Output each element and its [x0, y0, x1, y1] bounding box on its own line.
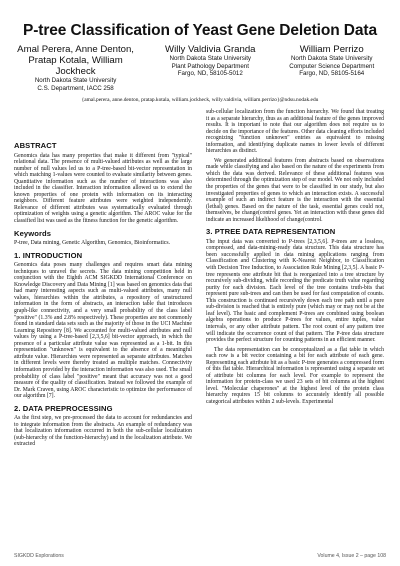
author-names: William Perrizo — [299, 44, 364, 55]
author-names: Pratap Kotala, William Jockheck — [28, 55, 123, 77]
author-affiliation: Computer Science Department — [289, 62, 375, 70]
author-affiliation: Plant Pathology Department — [171, 62, 249, 70]
author-group-3 — [273, 44, 390, 92]
author-affiliation: North Dakota State University — [169, 55, 252, 62]
author-group-1 — [10, 44, 141, 92]
body-paragraph: The input data was converted to P-trees [2,3,5,6]. P-trees are a lossless, compressed, and data-mining-ready data structure. This data structure has been successfully applied in data mining applications ranging from Classification and Clustering with K-Nearest Neighbor, to Classification with Decision Tree Induction, to Association Rule Mining [2,3,5]. A basic P-tree represents one attribute bit that is reorganized into a tree structure by recursively sub-dividing, while recording the predicate truth value regarding purity for each division. Each level of the tree contains truth-bits that represent pure sub-trees and can then be used for fast computation of counts. This construction is continued recursively down each tree path until a pure sub-division is reached that is entirely pure (which may or may not be at the leaf level). The basic and complement P-trees are combined using boolean algebra operations to produce P-trees for values, entire tuples, value intervals, or any other attribute pattern. The root count of any pattern tree will indicate the occurrence count of that pattern. The P-tree data structure provides the perfect structure for counting patterns in an efficient manner. — [206, 238, 384, 344]
body-paragraph: We generated additional features from abstracts based on observations made while classifying and also based on the nature of the experiments from which the data was derived. Relevance of these additional features was determined through the optimization step of our model. We not only included the properties of the genes that were to be classified in our study, but also investigated properties of genes to which an interaction exists. A successful example of such an indirect feature is the interaction with the essential (lethal) genes. Based on the nature of the task, essential genes could not, themselves, be change(control genes. Yet an interaction with these genes did indicate an increased likelihood of change(control. — [206, 157, 384, 223]
author-affiliation: Fargo, ND, 58105-5164 — [299, 70, 365, 78]
introduction-text: Genomics data poses many challenges and requires smart data mining techniques to unravel the secrets. The data mining competition held in conjunction with the Eighth ACM SIGKDD International Conference on Knowledge Discovery and Data Mining [1] was based on genomics data that had many interesting aspects such as multi-valued attributes, many null values, hierarchies within the attributes, a repository of unstructured information in the form of abstracts, an interaction table that introduces graph-like connectivity, and a very small probability of the class label "positive" (1.3% and 2.8% respectively). These properties are not commonly found in standard data sets such as the majority of those in the UCI Machine Learning Repository [8]. We accounted for multi-valued attributes and null values by using a P-tree-based [2,3,5,6] bit-vector approach, in which the presence of a particular attribute value was represented as a 1-bit. In this representation "unknown" is equivalent to the absence of a meaningful attribute value. Hierarchies were represented as separate attributes. Matches in different levels were thereby treated as multiple matches. Connectivity information provided by the interaction information was also used. The small probability of class label "positive" meant that accuracy was not a good measure of the quality of classification. Instead we followed the example of Dr. Mark Craven, using AROC characteristic to optimize the performance of our algorithm [7]. — [14, 262, 192, 400]
paper-title: P-tree Classification of Yeast Gene Deletion Data — [22, 22, 377, 39]
body-paragraph: The data representation can be conceptualized as a flat table in which each row is a bit vector containing a bit for each attribute of each gene. Representing each attribute bit as a basic P-tree generates a compressed form of this flat table. Hierarchical information is represented using a separate set of attribute bit columns for each level. For example to represent the information for protein-class we used 23 sets of bit columns at the highest level. "Molecular chaperones" at the highest level of the protein class hierarchy requires 15 bit columns to accurately identify all possible categorical attributes within 2 sub-levels. Experimental — [206, 346, 384, 405]
data-preprocessing-text: As the first step, we pre-processed the data to account for redundancies and to integrate information from the abstracts. An example of redundancy was that localization information occurred in both the sub-cellular localization (sub-hierarchy of the function-hierarchy) and in the localization attribute. We extracted — [14, 415, 192, 448]
footer-journal: SIGKDD Explorations — [14, 553, 64, 559]
author-block — [10, 44, 390, 92]
introduction-heading: 1. INTRODUCTION — [14, 250, 83, 260]
keywords-heading: Keywords — [14, 228, 52, 238]
abstract-text: Genomics data has many properties that make it different from "typical" relational data. The presence of multi-valued attributes as well as the large number of null values led us to a P-tree-based bit-vector representation in which matching 1-values were counted to evaluate similarity between genes. Quantitative information such as the number of interactions was also included in the classifier. Interaction information allowed us to extend the known properties of one protein with information on its interacting neighbors. Different feature attributes were weighted independently. Relevance of different attributes was systematically evaluated through optimization of weights using a genetic algorithm. The AROC value for the classified list was used as the fitness function for the genetic algorithm. — [14, 152, 192, 225]
author-affiliation: North Dakota State University — [290, 55, 373, 62]
author-affiliation: C.S. Department, IACC 258 — [37, 84, 114, 92]
author-emails: {amal.perera, anne.denton, pratap.kotala, william.jockheck, willy.valdivia, william.perrizo}@ndsu.nodak.edu — [81, 97, 319, 103]
left-column — [14, 109, 192, 451]
ptree-heading: 3. PTREE DATA REPRESENTATION — [206, 227, 336, 237]
author-group-2 — [147, 44, 273, 92]
author-affiliation: Fargo, ND, 58105-5012 — [177, 70, 243, 78]
keywords-text: P-tree, Data mining, Genetic Algorithm, Genomics, Bioinformatics. — [14, 240, 171, 247]
footer-volume: Volume 4, Issue 2 – page 108 — [317, 553, 386, 559]
author-affiliation: North Dakota State University — [34, 77, 117, 84]
body-paragraph: sub-cellular localization from the function hierarchy. We found that treating it as a separate hierarchy, thus as an additional feature of the genes improved results. It is important to note that our algorithm does not require us to decide on the importance of the features. Other data cleaning efforts included recognizing "function unknown" entries as equivalent to missing information, and identifying duplicate names in lower levels of different hierarchies as distinct. — [206, 109, 384, 155]
right-column — [206, 109, 384, 409]
author-names: Willy Valdivia Granda — [165, 44, 256, 55]
author-names: Amal Perera, Anne Denton, — [17, 44, 134, 55]
page-footer — [14, 553, 386, 559]
abstract-heading: ABSTRACT — [14, 141, 57, 150]
data-preprocessing-heading: 2. DATA PREPROCESSING — [14, 403, 113, 413]
